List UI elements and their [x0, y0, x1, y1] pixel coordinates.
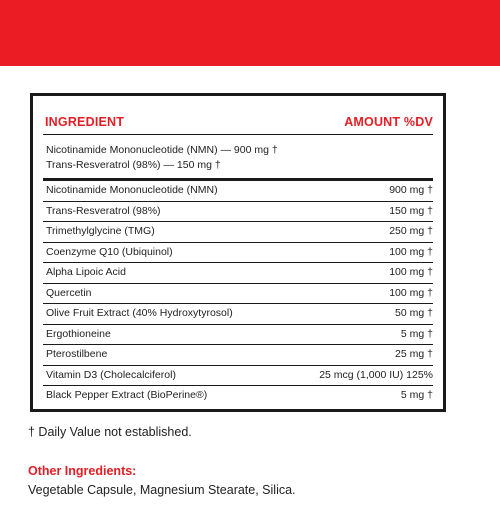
table-row	[43, 284, 433, 305]
ingredient-name: Ergothioneine	[46, 327, 111, 340]
top-red-banner	[0, 0, 500, 66]
blend-summary-line: Nicotinamide Mononucleotide (NMN) — 900 mg †	[46, 144, 278, 156]
ingredient-amount: 25 mcg (1,000 IU) 125%	[319, 368, 433, 381]
table-row	[43, 304, 433, 325]
ingredient-amount: 5 mg †	[400, 389, 433, 401]
ingredient-name: Black Pepper Extract (BioPerine®)	[46, 389, 208, 401]
ingredient-name: Alpha Lipoic Acid	[46, 266, 126, 278]
ingredient-amount: 100 mg †	[389, 266, 433, 278]
ingredient-name: Nicotinamide Mononucleotide (NMN)	[46, 184, 218, 196]
ingredient-name: Quercetin	[46, 286, 92, 299]
ingredient-rows	[43, 181, 433, 406]
ingredient-amount: 100 mg †	[389, 286, 433, 299]
blend-summary-line: Trans-Resveratrol (98%) — 150 mg †	[46, 159, 221, 171]
table-row	[43, 222, 433, 243]
other-ingredients-text: Vegetable Capsule, Magnesium Stearate, Silica.	[28, 483, 296, 497]
ingredient-name: Coenzyme Q10 (Ubiquinol)	[46, 245, 173, 258]
table-row	[43, 181, 433, 202]
supplement-facts-panel	[30, 93, 446, 412]
ingredient-name: Olive Fruit Extract (40% Hydroxytyrosol)	[46, 307, 233, 319]
ingredient-name: Vitamin D3 (Cholecalciferol)	[46, 368, 176, 381]
ingredient-amount: 250 mg †	[389, 225, 433, 237]
ingredient-amount: 900 mg †	[389, 184, 433, 196]
header-divider	[43, 134, 433, 135]
ingredient-amount: 25 mg †	[395, 348, 433, 360]
ingredient-amount: 5 mg †	[400, 327, 433, 340]
ingredient-name: Pterostilbene	[46, 348, 108, 360]
table-row	[43, 263, 433, 284]
table-row	[43, 243, 433, 264]
ingredient-name: Trans-Resveratrol (98%)	[46, 204, 161, 217]
table-row	[43, 366, 433, 387]
daily-value-footnote: † Daily Value not established.	[28, 425, 192, 439]
table-row	[43, 202, 433, 223]
table-row	[43, 386, 433, 406]
ingredient-header: INGREDIENT	[45, 115, 125, 129]
ingredient-amount: 50 mg †	[395, 307, 433, 319]
table-row	[43, 325, 433, 346]
ingredient-name: Trimethylglycine (TMG)	[46, 225, 155, 237]
other-ingredients-title: Other Ingredients:	[28, 464, 137, 478]
ingredient-amount: 100 mg †	[389, 245, 433, 258]
amount-dv-header: AMOUNT %DV	[344, 115, 433, 129]
table-row	[43, 345, 433, 366]
ingredient-amount: 150 mg †	[389, 204, 433, 217]
